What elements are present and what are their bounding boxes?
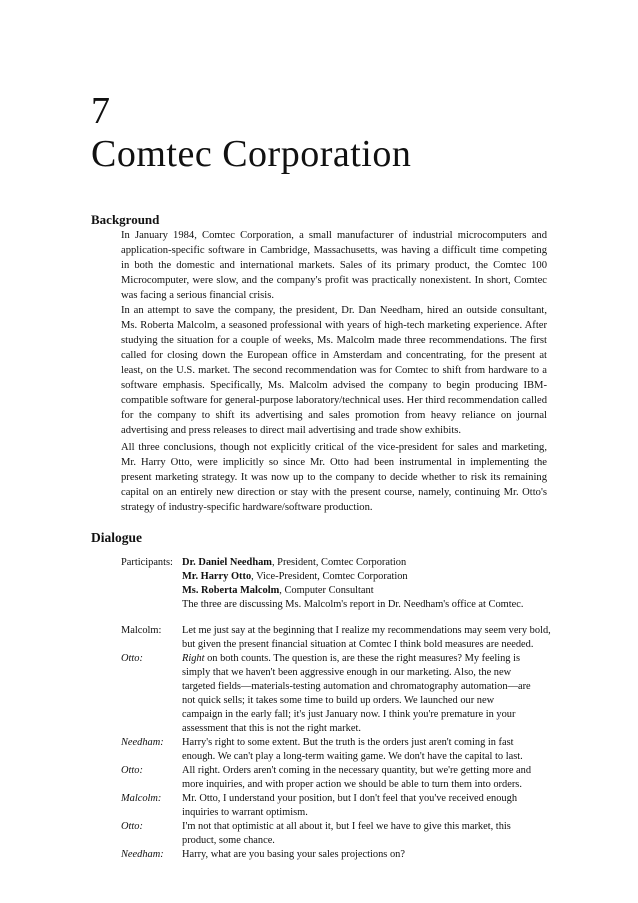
dialogue-text: targeted fields—materials-testing automation and chromatography automation—are <box>182 681 531 692</box>
dialogue-heading: Dialogue <box>91 530 143 545</box>
participant-malcolm <box>182 584 571 598</box>
dialogue-line <box>121 820 571 848</box>
dialogue-text-run: on both counts. The question is, are these the right measures? My feeling is <box>204 653 521 664</box>
dialogue-line <box>121 736 571 764</box>
participants-label: Participants: <box>121 557 173 568</box>
participant-role: , Vice-President, Comtec Corporation <box>251 571 408 582</box>
speaker-label: Needham: <box>121 737 164 748</box>
speaker-label: Otto: <box>121 821 143 832</box>
participant-role: , Computer Consultant <box>279 585 374 596</box>
dialogue-text: I'm not that optimistic at all about it, but I feel we have to give this market, this <box>182 821 511 832</box>
background-paragraph-3: All three conclusions, though not explicitly critical of the vice-president for sales and marketing, Mr. Harry Otto, were implicitly so since Mr. Otto had been instrumental in implementing the present marketing strategy. It was now up to the company to decide whether to risk its remaining capital on an entirely new direction or stay with the present course, namely, continuing Mr. Otto's strategy of industry-specific hardware/software production. <box>121 442 547 513</box>
dialogue-line <box>121 764 571 792</box>
speaker-label: Otto: <box>121 653 143 664</box>
participant-needham <box>182 556 571 570</box>
speaker-label: Needham: <box>121 849 164 860</box>
dialogue-text: All right. Orders aren't coming in the necessary quantity, but we're getting more and <box>182 765 532 776</box>
emphasis-text: Right <box>182 653 205 664</box>
participant-otto <box>182 570 571 584</box>
participant-name: Dr. Daniel Needham <box>182 557 272 568</box>
participants-list <box>121 556 571 612</box>
dialogue-text: more inquiries, and with proper action we should be able to turn them into orders. <box>182 779 522 790</box>
background-paragraph-2: In an attempt to save the company, the president, Dr. Dan Needham, hired an outside consultant, Ms. Roberta Malcolm, a seasoned professional with years of high-tech marketing experience. After studying the situation for a couple of weeks, Ms. Malcolm made three recommendations. The first called for closing down the European office in Amsterdam and concentrating, for the present at least, on the U.S. market. The second recommendation was for Comtec to shift from hardware to a software emphasis. Specifically, Ms. Malcolm advised the company to begin producing IBM-compatible software for general-purpose laboratory/technical uses. Her third recommendation called for the company to shift its advertising and sales promotion from heavy reliance on journal advertising and press releases to direct mail advertising and trade show exhibits. <box>121 305 547 436</box>
dialogue-text: enough. We can't play a long-term waiting game. We don't have the capital to last. <box>182 751 523 762</box>
background-paragraph-1: In January 1984, Comtec Corporation, a small manufacturer of industrial microcomputers and application-specific software in Cambridge, Massachusetts, was having a difficult time competing in both the domestic and international markets. Sales of its primary product, the Comtec 100 Microcomputer, were slow, and the company's profit was practically nonexistent. In short, Comtec was facing a serious financial crisis. <box>121 230 547 301</box>
dialogue-line <box>121 652 571 736</box>
participant-name: Mr. Harry Otto <box>182 571 252 582</box>
dialogue-line <box>121 848 571 862</box>
speaker-label: Malcolm: <box>121 625 162 636</box>
dialogue-setting: The three are discussing Ms. Malcolm's report in Dr. Needham's office at Comtec. <box>182 599 524 610</box>
dialogue-text: product, some chance. <box>182 835 275 846</box>
dialogue-text: Let me just say at the beginning that I realize my recommendations may seem very bold, <box>182 625 551 636</box>
dialogue-text <box>182 652 571 666</box>
dialogue-text: Harry's right to some extent. But the truth is the orders just aren't coming in fast <box>182 737 514 748</box>
dialogue-text: simply that we haven't been aggressive enough in our marketing. Also, the new <box>182 667 512 678</box>
dialogue-text: inquiries to warrant optimism. <box>182 807 308 818</box>
participant-role: , President, Comtec Corporation <box>271 557 407 568</box>
dialogue-line <box>121 792 571 820</box>
dialogue-text: assessment that this is not the right market. <box>182 723 361 734</box>
dialogue-text: Harry, what are you basing your sales projections on? <box>182 849 405 860</box>
dialogue-block <box>121 556 571 862</box>
speaker-label: Otto: <box>121 765 143 776</box>
dialogue-text: but given the present financial situation at Comtec I think bold measures are needed. <box>182 639 534 650</box>
chapter-number: 7 <box>91 90 110 132</box>
dialogue-text: Mr. Otto, I understand your position, but I don't feel that you've received enough <box>182 793 518 804</box>
dialogue-line <box>121 624 571 652</box>
dialogue-text: campaign in the early fall; it's just January now. I think you're premature in your <box>182 709 516 720</box>
chapter-title: Comtec Corporation <box>91 133 412 175</box>
dialogue-text: not quick sells; it takes some time to build up orders. We launched our new <box>182 695 495 706</box>
speaker-label: Malcolm: <box>121 793 162 804</box>
background-heading: Background <box>91 212 160 227</box>
participant-name: Ms. Roberta Malcolm <box>182 585 280 596</box>
